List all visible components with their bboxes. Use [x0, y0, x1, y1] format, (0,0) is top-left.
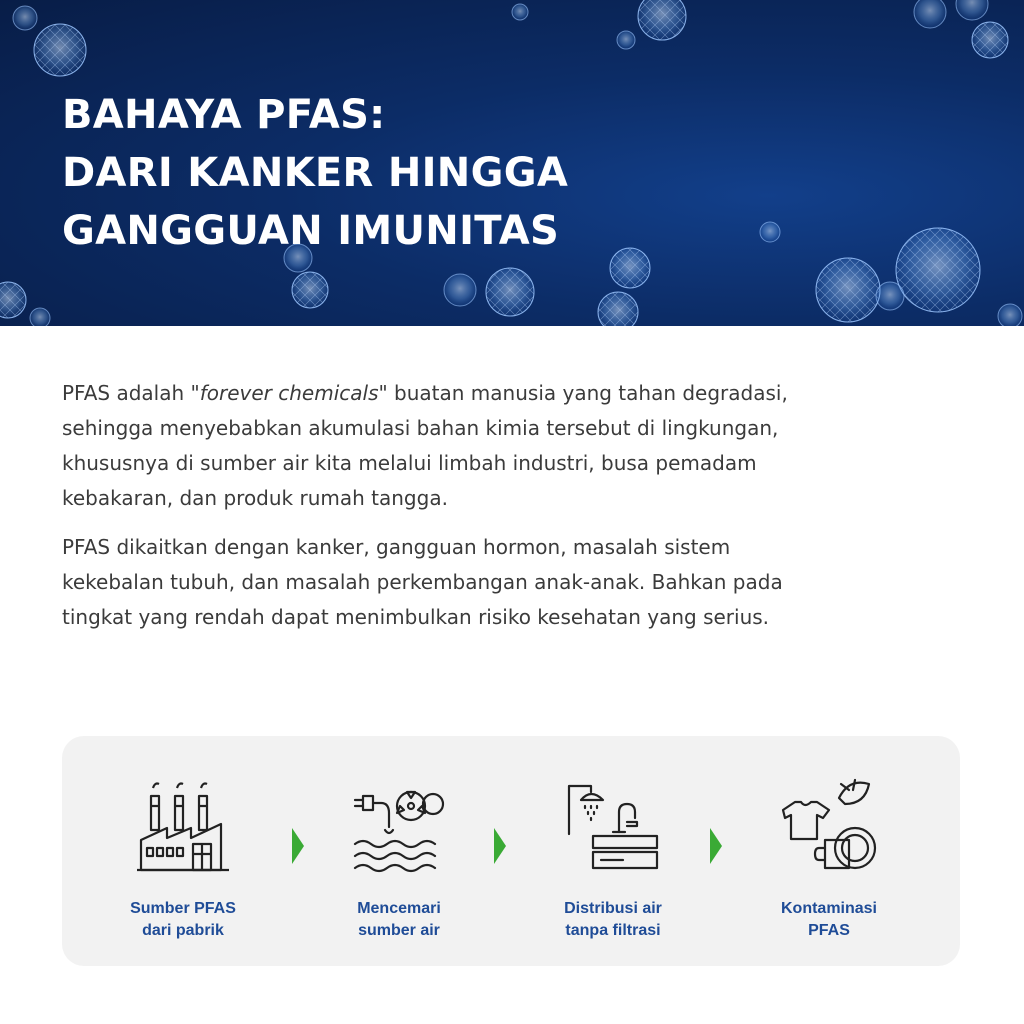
step-label-line: tanpa filtrasi [565, 922, 661, 939]
paragraph-1-line-4: kebakaran, dan produk rumah tangga. [62, 486, 448, 510]
step-label-line: Kontaminasi [780, 900, 877, 917]
step-label [734, 898, 924, 942]
step-label [88, 898, 278, 942]
step-label-line: Mencemari [357, 900, 441, 917]
title-line-1: BAHAYA PFAS: [62, 92, 386, 138]
paragraph-1-line-3: khususnya di sumber air kita melalui limbah industri, busa pemadam [62, 451, 757, 475]
step-label [304, 898, 494, 942]
title-line-3: GANGGUAN IMUNITAS [62, 208, 560, 254]
step-label-line: PFAS [808, 922, 850, 939]
paragraph-2-line-2: kekebalan tubuh, dan masalah perkembangan anak-anak. Bahkan pada [62, 570, 783, 594]
paragraph-2-line-1: PFAS dikaitkan dengan kanker, gangguan hormon, masalah sistem [62, 535, 731, 559]
paragraph-2-line-3: tingkat yang rendah dapat menimbulkan risiko kesehatan yang serius. [62, 605, 770, 629]
chevron-right-icon [492, 826, 508, 866]
household-items-icon [779, 776, 879, 876]
page-title [62, 86, 568, 260]
hero-banner [0, 0, 1024, 326]
flow-step-distribution [518, 776, 708, 942]
title-line-2: DARI KANKER HINGGA [62, 150, 569, 196]
paragraph-1-line-2: sehingga menyebabkan akumulasi bahan kimia tersebut di lingkungan, [62, 416, 779, 440]
step-label-line: Sumber PFAS [130, 900, 236, 917]
paragraph-1-line-1 [62, 376, 942, 411]
forever-chemicals-term: "forever chemicals" [190, 381, 388, 405]
flow-step-water [304, 776, 494, 942]
intro-paragraph-1 [62, 376, 942, 516]
text-segment: PFAS adalah [62, 381, 191, 405]
text-segment: buatan manusia yang tahan degradasi, [387, 381, 788, 405]
flow-step-contamination [734, 776, 924, 942]
polluted-water-icon [349, 776, 449, 876]
intro-text [62, 376, 942, 649]
chevron-right-icon [708, 826, 724, 866]
intro-paragraph-2 [62, 530, 942, 635]
contamination-flow-panel [62, 736, 960, 966]
step-label [518, 898, 708, 942]
step-label-line: Distribusi air [564, 900, 662, 917]
step-label-line: dari pabrik [142, 922, 224, 939]
flow-step-factory [88, 776, 278, 942]
step-label-line: sumber air [358, 922, 440, 939]
factory-icon [133, 776, 233, 876]
shower-faucet-icon [563, 776, 663, 876]
